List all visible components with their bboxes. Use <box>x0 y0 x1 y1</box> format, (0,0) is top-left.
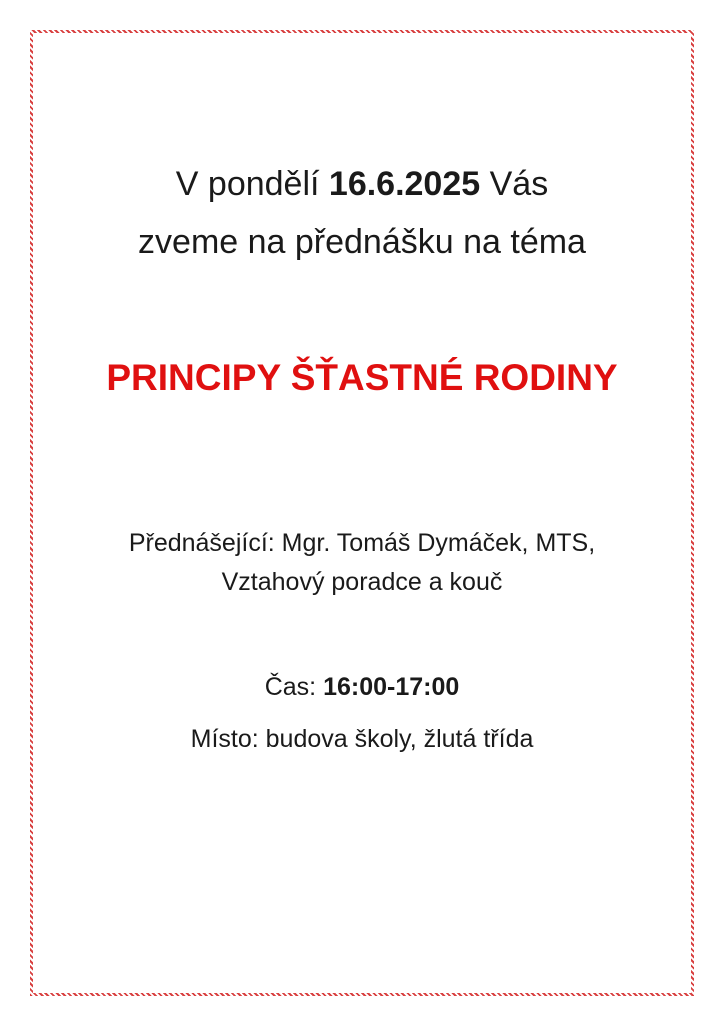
lecturer-line-2: Vztahový poradce a kouč <box>221 568 503 596</box>
event-date: 16.6.2025 <box>328 165 481 203</box>
time-line <box>30 672 694 702</box>
lecture-title: PRINCIPY ŠŤASTNÉ RODINY <box>106 357 618 398</box>
invitation-prefix: V pondělí <box>175 165 329 203</box>
lecturer-line-1: Přednášející: Mgr. Tomáš Dymáček, MTS, <box>128 529 596 557</box>
time-value: 16:00-17:00 <box>323 673 460 701</box>
time-label: Čas: <box>264 673 324 701</box>
invitation-line-1 <box>30 164 694 204</box>
invitation-suffix: Vás <box>480 165 549 203</box>
place-line: Místo: budova školy, žlutá třída <box>190 725 534 753</box>
invitation-line-2: zveme na přednášku na téma <box>138 223 586 261</box>
